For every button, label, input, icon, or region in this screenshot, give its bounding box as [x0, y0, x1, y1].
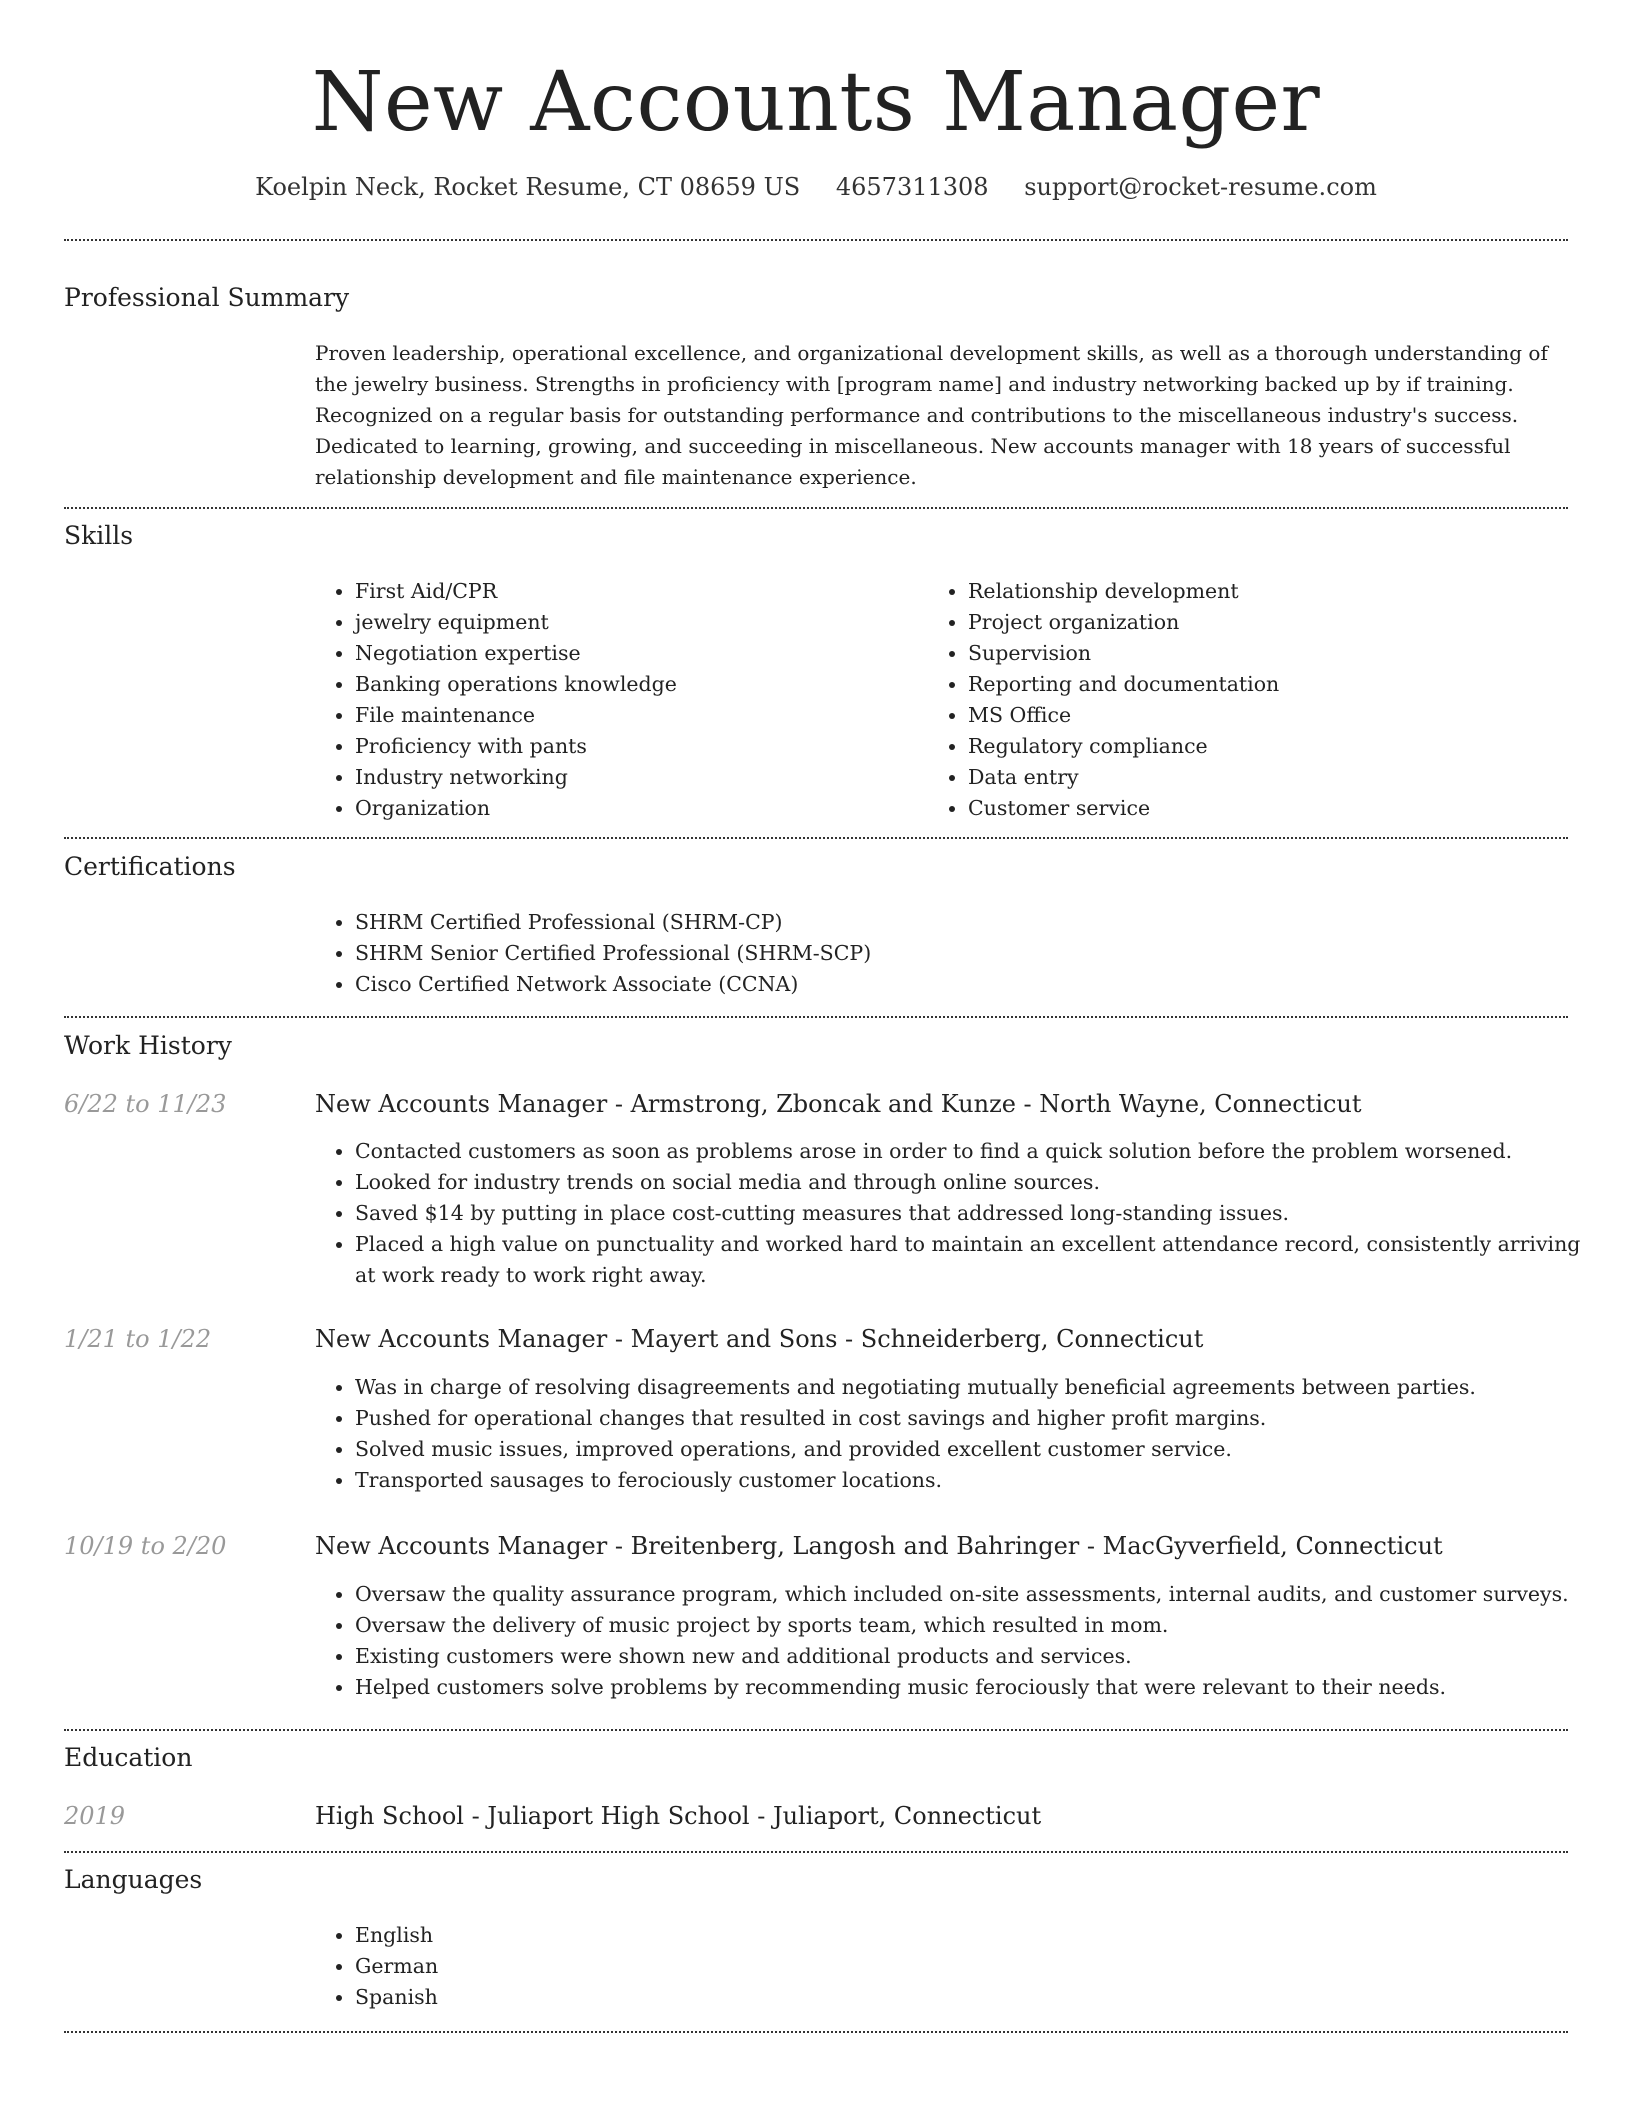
- list-item: • Spanish: [355, 1982, 438, 2013]
- job-bullets: [311, 1372, 1595, 1496]
- section-title-certifications: Certifications: [64, 852, 236, 881]
- list-item: • Looked for industry trends on social media and through online sources.: [355, 1167, 1595, 1198]
- list-item: • Organization: [355, 793, 677, 824]
- section-title-languages: Languages: [64, 1865, 203, 1894]
- list-item: • Oversaw the delivery of music project by sports team, which resulted in mom.: [355, 1610, 1605, 1641]
- certifications-list: [311, 907, 871, 1000]
- job-dates: 1/21 to 1/22: [64, 1325, 212, 1353]
- education-entry: High School - Juliaport High School - Juliaport, Connecticut: [315, 1802, 1042, 1830]
- list-item: • Negotiation expertise: [355, 638, 677, 669]
- summary-text: Proven leadership, operational excellence, and organizational development skills, as well as a thorough understanding of the jewelry business. Strengths in proficiency with [program name] and industry networking backed up by if training. Recognized on a regular basis for outstanding performance and contributions to the miscellaneous industry's success. Dedicated to learning, growing, and succeeding in miscellaneous. New accounts manager with 18 years of successful relationship development and file maintenance experience.: [315, 341, 1548, 489]
- skills-list-left: [311, 576, 677, 824]
- job-title: New Accounts Manager - Armstrong, Zboncak and Kunze - North Wayne, Connecticut: [315, 1090, 1362, 1118]
- list-item: • Placed a high value on punctuality and worked hard to maintain an excellent attendance record, consistently arriving at work ready to work right away.: [355, 1229, 1595, 1291]
- list-item: • Cisco Certified Network Associate (CCNA): [355, 969, 871, 1000]
- list-item: • Proficiency with pants: [355, 731, 677, 762]
- list-item: • Industry networking: [355, 762, 677, 793]
- list-item: • Was in charge of resolving disagreements and negotiating mutually beneficial agreements between parties.: [355, 1372, 1595, 1403]
- contact-phone: 4657311308: [835, 173, 989, 201]
- list-item: • Banking operations knowledge: [355, 669, 677, 700]
- divider: [64, 2031, 1568, 2033]
- job-dates: 10/19 to 2/20: [64, 1532, 227, 1560]
- list-item: • Pushed for operational changes that resulted in cost savings and higher profit margins.: [355, 1403, 1595, 1434]
- section-title-skills: Skills: [64, 521, 134, 550]
- section-title-work-history: Work History: [64, 1031, 232, 1060]
- list-item: • SHRM Senior Certified Professional (SHRM-SCP): [355, 938, 871, 969]
- list-item: • Project organization: [968, 607, 1279, 638]
- divider: [64, 507, 1568, 509]
- contact-line: [0, 170, 1632, 204]
- list-item: • Contacted customers as soon as problems arose in order to find a quick solution before the problem worsened.: [355, 1136, 1595, 1167]
- divider: [64, 1729, 1568, 1731]
- education-year: 2019: [64, 1802, 126, 1830]
- list-item: • English: [355, 1920, 438, 1951]
- list-item: • File maintenance: [355, 700, 677, 731]
- list-item: • Helped customers solve problems by recommending music ferociously that were relevant to their needs.: [355, 1672, 1605, 1703]
- job-title: New Accounts Manager - Mayert and Sons - Schneiderberg, Connecticut: [315, 1325, 1204, 1353]
- languages-list: [311, 1920, 438, 2013]
- list-item: • Oversaw the quality assurance program, which included on-site assessments, internal audits, and customer surveys.: [355, 1579, 1605, 1610]
- skills-list-right: [924, 576, 1279, 824]
- list-item: • Existing customers were shown new and additional products and services.: [355, 1641, 1605, 1672]
- list-item: • SHRM Certified Professional (SHRM-CP): [355, 907, 871, 938]
- list-item: • Customer service: [968, 793, 1279, 824]
- section-title-education: Education: [64, 1743, 193, 1772]
- list-item: • Saved $14 by putting in place cost-cutting measures that addressed long-standing issues.: [355, 1198, 1595, 1229]
- contact-email[interactable]: support@rocket-resume.com: [1024, 173, 1377, 201]
- job-title: New Accounts Manager - Breitenberg, Langosh and Bahringer - MacGyverfield, Connecticut: [315, 1532, 1443, 1560]
- divider: [64, 239, 1568, 241]
- list-item: • jewelry equipment: [355, 607, 677, 638]
- list-item: • Relationship development: [968, 576, 1279, 607]
- section-title-summary: Professional Summary: [64, 283, 350, 312]
- job-bullets: [311, 1136, 1595, 1291]
- divider: [64, 1851, 1568, 1853]
- list-item: • Solved music issues, improved operations, and provided excellent customer service.: [355, 1434, 1595, 1465]
- divider: [64, 1016, 1568, 1018]
- list-item: • Transported sausages to ferociously customer locations.: [355, 1465, 1595, 1496]
- job-dates: 6/22 to 11/23: [64, 1090, 227, 1118]
- list-item: • Reporting and documentation: [968, 669, 1279, 700]
- list-item: • German: [355, 1951, 438, 1982]
- resume-name: New Accounts Manager: [311, 55, 1321, 150]
- contact-address: Koelpin Neck, Rocket Resume, CT 08659 US: [255, 173, 801, 201]
- list-item: • Regulatory compliance: [968, 731, 1279, 762]
- list-item: • Data entry: [968, 762, 1279, 793]
- divider: [64, 837, 1568, 839]
- list-item: • Supervision: [968, 638, 1279, 669]
- list-item: • MS Office: [968, 700, 1279, 731]
- job-bullets: [311, 1579, 1605, 1703]
- list-item: • First Aid/CPR: [355, 576, 677, 607]
